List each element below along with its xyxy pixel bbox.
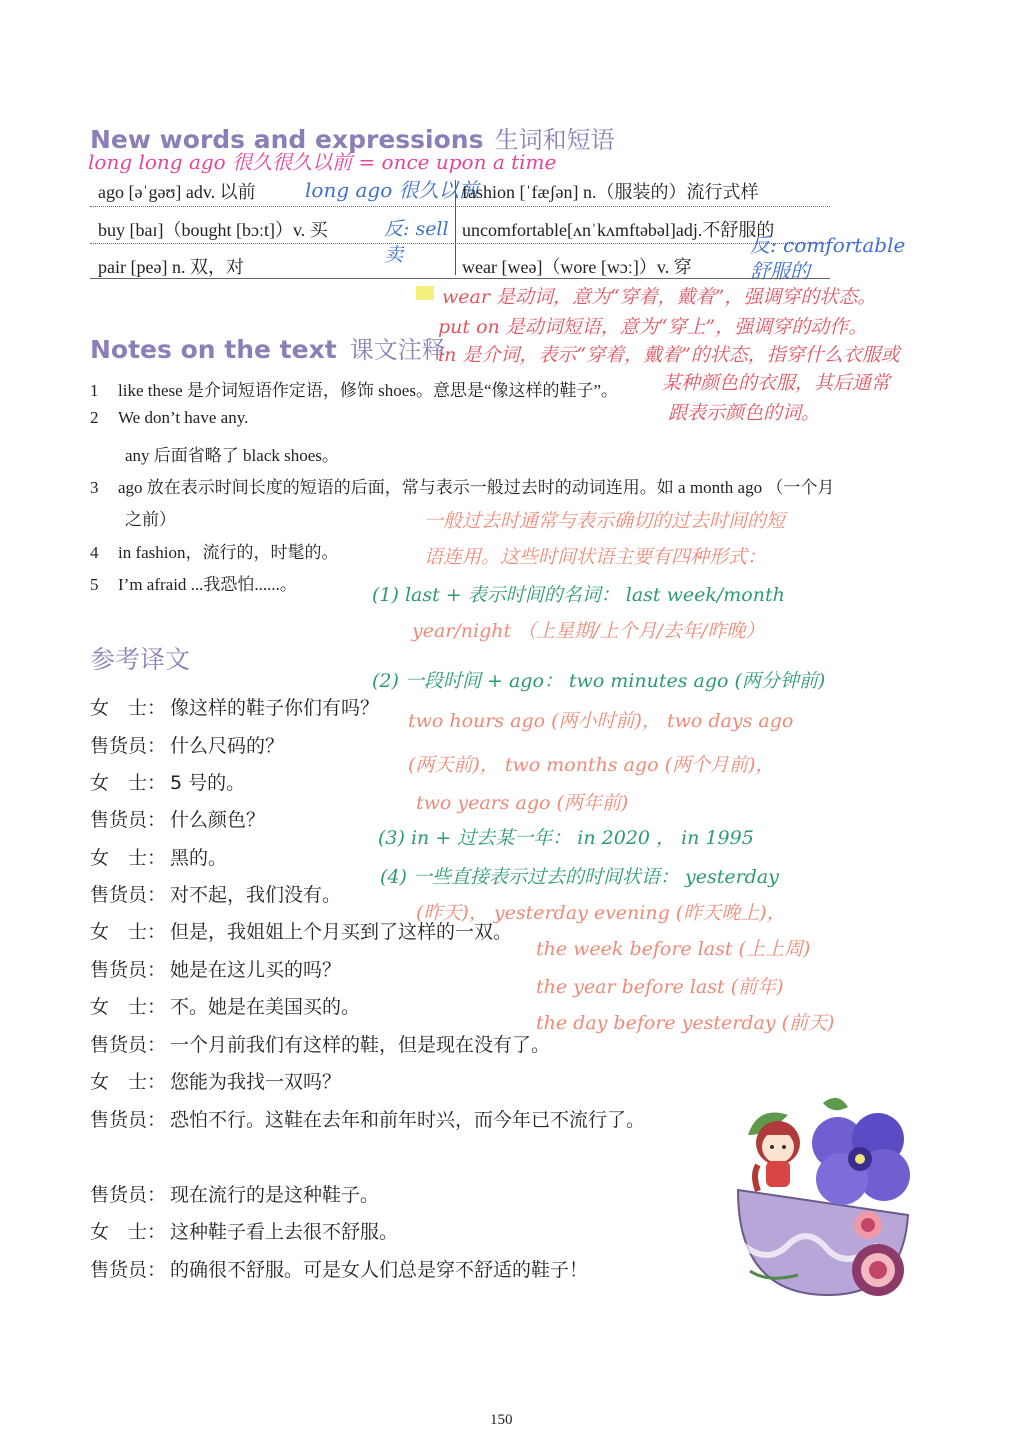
vocab-row-divider — [90, 206, 830, 207]
note-long-ago: long ago 很久以前 — [305, 178, 479, 202]
dialogue-line: 女 士： 您能为我找一双吗？ — [90, 1071, 342, 1093]
note-wear-4: 某种颜色的衣服，其后通常 — [662, 372, 891, 394]
dialogue-line: 女 士： 不。她是在美国买的。 — [90, 996, 361, 1018]
note-past-3: (1) last + 表示时间的名词： last week/month — [372, 584, 785, 606]
note-item: 2 We don’t have any. — [90, 408, 249, 427]
note-past-2: 语连用。这些时间状语主要有四种形式： — [424, 546, 767, 568]
note-sell: 反: sell 卖 — [384, 218, 449, 266]
note-past-6: two hours ago (两小时前)， two days ago — [408, 710, 794, 732]
dialogue-line: 售货员： 她是在这儿买的吗？ — [90, 959, 342, 981]
note-wear-2: put on 是动词短语，意为“穿上”，强调穿的动作。 — [438, 316, 868, 338]
note-comfortable: 反: comfortable 舒服的 — [750, 233, 906, 283]
page-number: 150 — [490, 1412, 513, 1428]
dialogue-line: 售货员： 什么尺码的？ — [90, 735, 285, 757]
vocab-wear: wear [weə]（wore [wɔː]）v. 穿 — [462, 257, 692, 277]
note-past-14: the day before yesterday (前天) — [536, 1012, 835, 1034]
note-past-4: year/night （上星期/上个月/去年/昨晚） — [412, 620, 765, 642]
notes-heading-en: Notes on the text — [90, 335, 337, 364]
dialogue-line: 售货员： 现在流行的是这种鞋子。 — [90, 1184, 380, 1206]
dialogue-line: 女 士： 5 号的。 — [90, 772, 246, 794]
dialogue-line: 售货员： 对不起，我们没有。 — [90, 884, 342, 906]
vocab-row-divider — [90, 243, 830, 244]
dialogue-line: 售货员： 恐怕不行。这鞋在去年和前年时兴，而今年已不流行了。 — [90, 1109, 646, 1131]
note-item: any 后面省略了 black shoes。 — [125, 446, 339, 465]
note-past-7: (两天前)， two months ago (两个月前)， — [408, 754, 775, 776]
dialogue-line: 售货员： 一个月前我们有这样的鞋，但是现在没有了。 — [90, 1034, 551, 1056]
notes-heading-cn: 课文注释 — [349, 336, 446, 364]
note-wear-1: wear 是动词，意为“穿着，戴着”，强调穿的状态。 — [442, 286, 877, 308]
note-item: 4 in fashion，流行的，时髦的。 — [90, 543, 339, 562]
note-past-11: (昨天)， yesterday evening (昨天晚上)， — [416, 902, 786, 924]
note-wear-3: in 是介词，表示“穿着，戴着”的状态，指穿什么衣服或 — [438, 344, 900, 366]
notes-heading — [90, 330, 446, 365]
note-past-8: two years ago (两年前) — [416, 792, 629, 814]
dialogue-line: 女 士： 黑的。 — [90, 847, 228, 869]
note-past-5: (2) 一段时间 + ago： two minutes ago (两分钟前) — [372, 670, 826, 692]
dialogue-line: 女 士： 像这样的鞋子你们有吗？ — [90, 697, 380, 719]
note-item: 3 ago 放在表示时间长度的短语的后面，常与表示一般过去时的动词连用。如 a month ago （一个月 — [90, 478, 835, 497]
note-past-9: (3) in + 过去某一年： in 2020 ， in 1995 — [378, 827, 754, 849]
note-item: 5 I’m afraid ...我恐怕......。 — [90, 575, 297, 594]
dialogue-line: 女 士： 这种鞋子看上去很不舒服。 — [90, 1221, 399, 1243]
note-item: 1 like these 是介词短语作定语，修饰 shoes。意思是“像这样的鞋子”。 — [90, 381, 619, 400]
note-past-1: 一般过去时通常与表示确切的过去时间的短 — [424, 510, 786, 532]
new-words-heading-cn: 生词和短语 — [494, 126, 615, 154]
vocab-fashion: fashion [ˈfæʃən] n.（服装的）流行式样 — [462, 182, 759, 202]
vocab-uncomfortable: uncomfortable[ʌnˈkʌmftəbəl]adj.不舒服的 — [462, 220, 775, 240]
vocab-buy: buy [baɪ]（bought [bɔːt]）v. 买 — [98, 220, 328, 240]
note-past-10: (4) 一些直接表示过去的时间状语： yesterday — [380, 866, 779, 888]
girl-on-fig-flower-icon — [728, 1095, 928, 1305]
dialogue-line: 售货员： 的确很不舒服。可是女人们总是穿不舒适的鞋子！ — [90, 1259, 589, 1281]
translation-heading: 参考译文 — [90, 645, 191, 674]
note-item: 之前） — [125, 510, 176, 529]
note-wear-5: 跟表示颜色的词。 — [668, 402, 821, 424]
vocab-pair: pair [peə] n. 双，对 — [98, 257, 244, 277]
vocab-ago: ago [əˈgəʊ] adv. 以前 — [98, 182, 256, 202]
note-past-12: the week before last (上上周) — [536, 938, 811, 960]
note-past-13: the year before last (前年) — [536, 976, 784, 998]
note-long-long-ago: long long ago 很久很久以前 = once upon a time — [88, 150, 557, 174]
dialogue-line: 女 士： 但是，我姐姐上个月买到了这样的一双。 — [90, 921, 513, 943]
new-words-heading-en: New words and expressions — [90, 125, 484, 154]
highlight-mark — [416, 286, 434, 300]
dialogue-line: 售货员： 什么颜色？ — [90, 809, 266, 831]
vocab-table-bottom — [90, 278, 830, 279]
